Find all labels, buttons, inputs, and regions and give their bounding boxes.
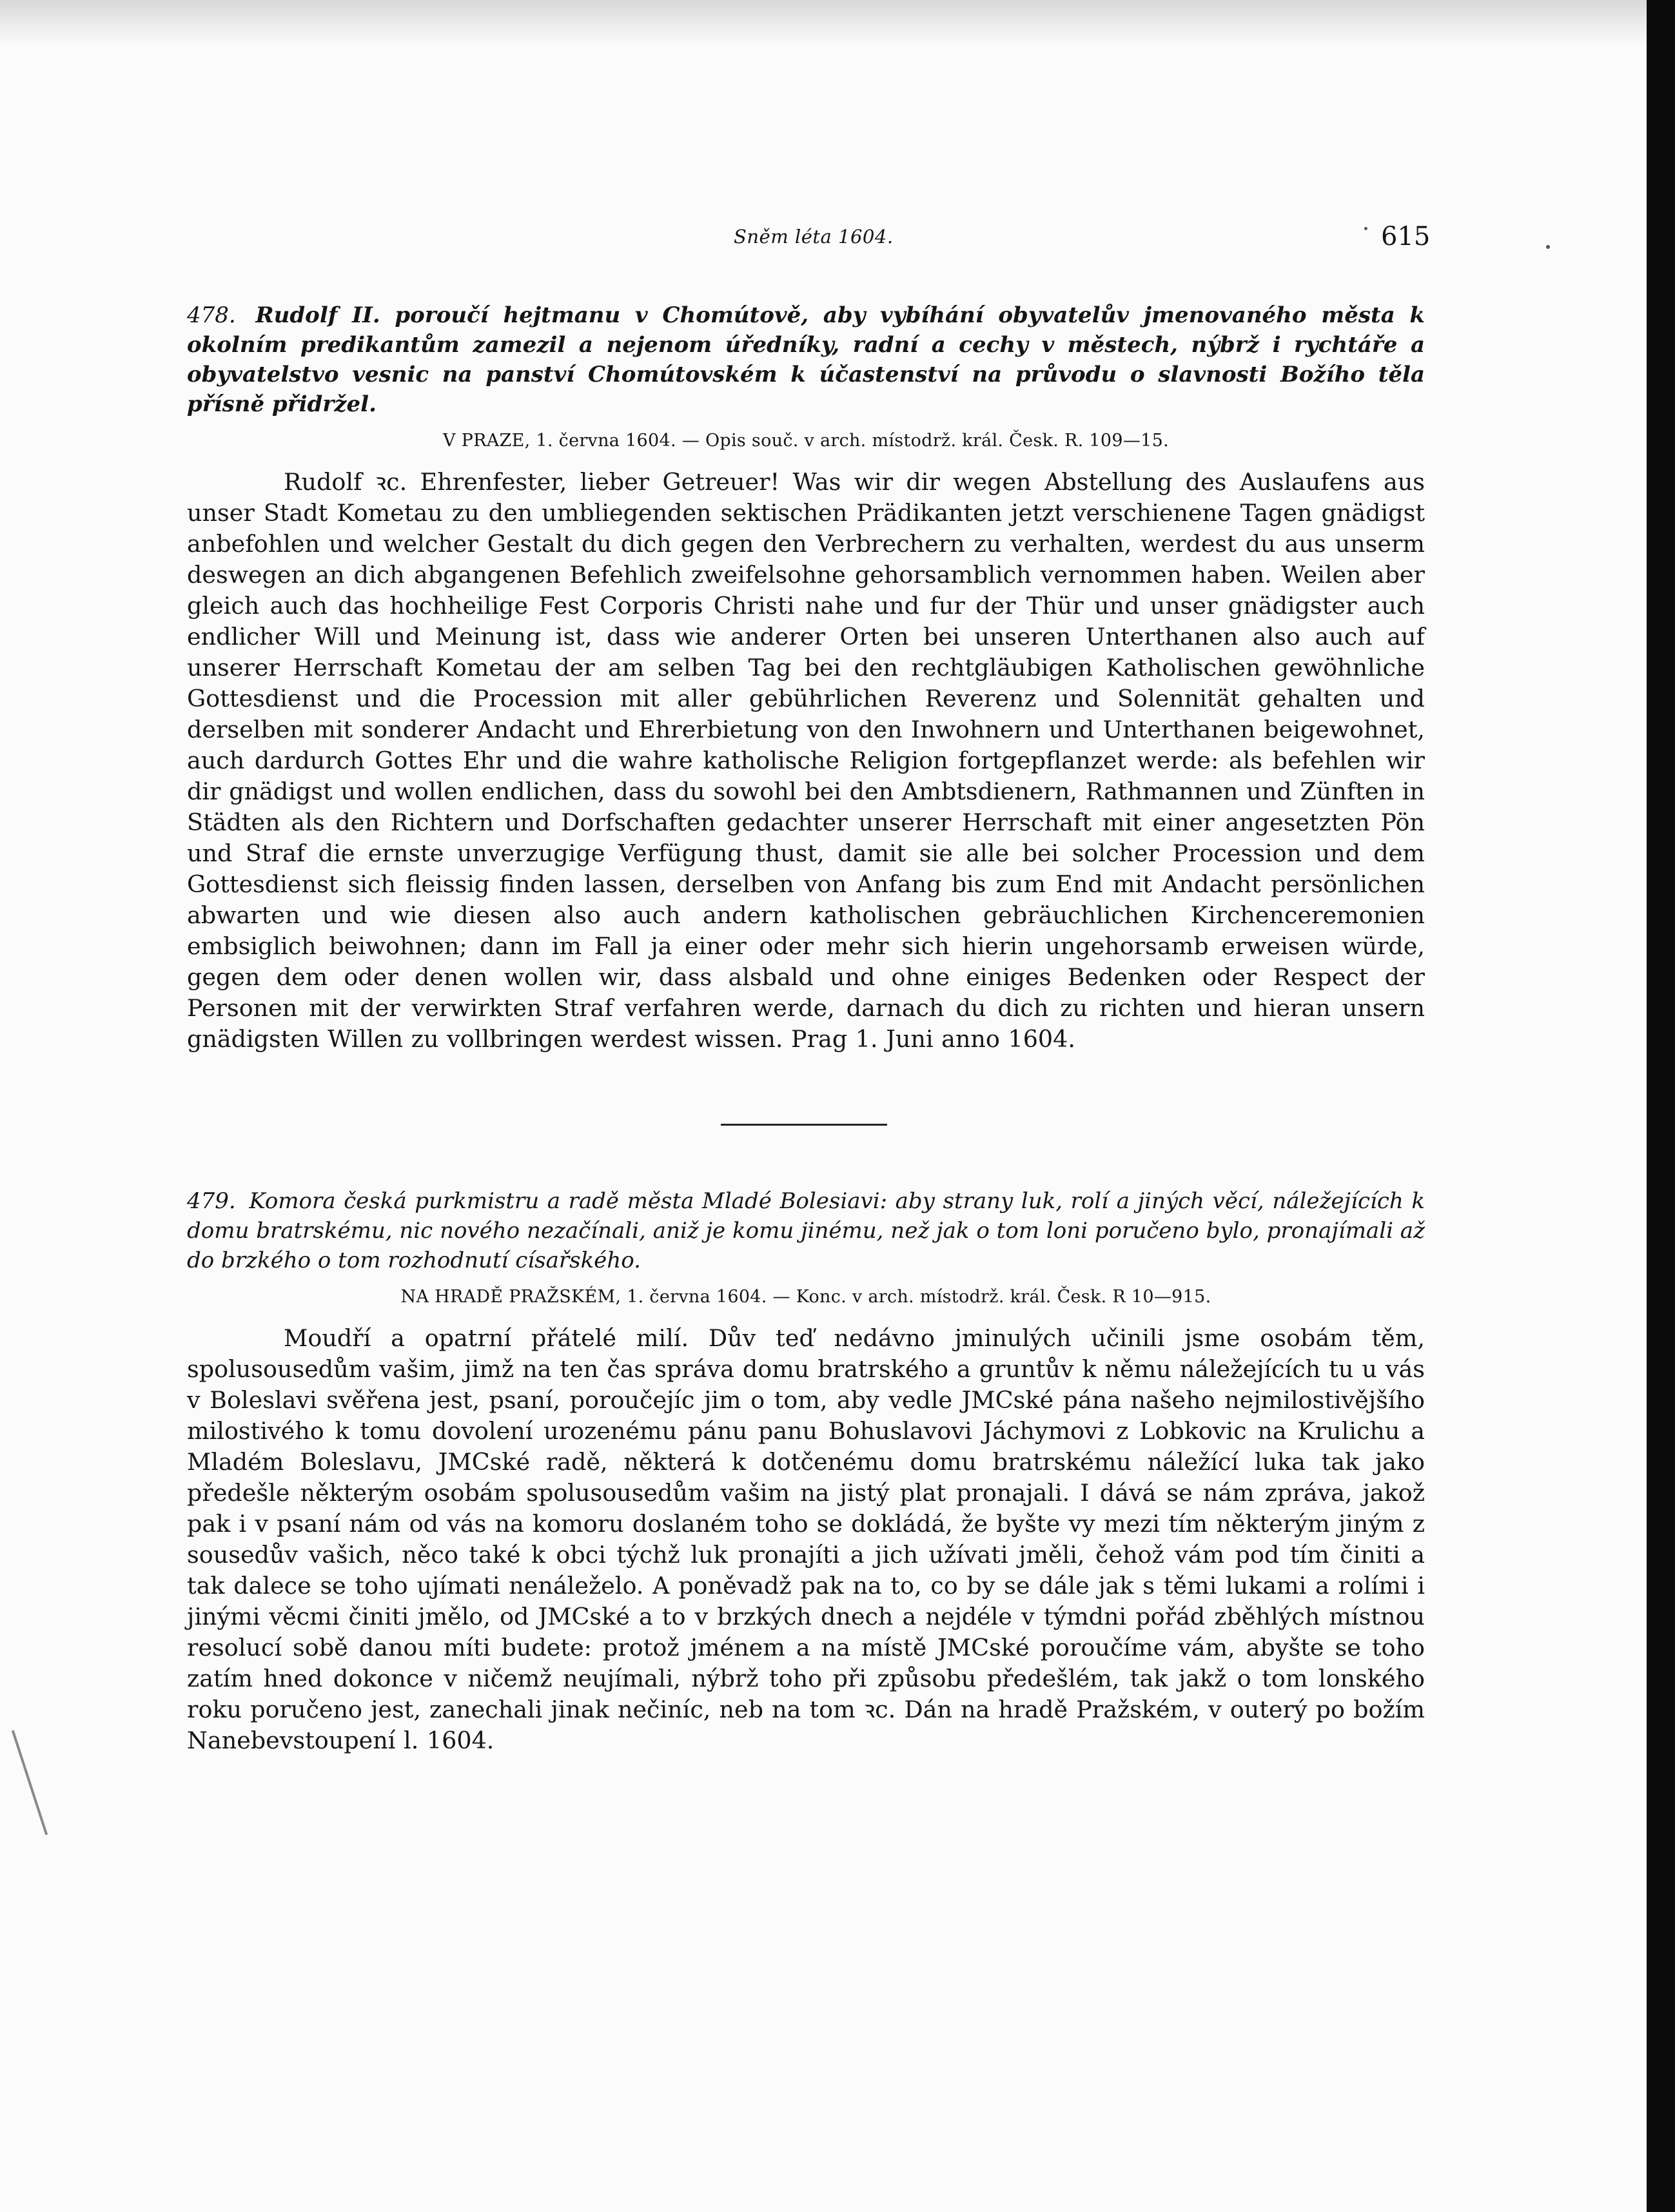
running-head — [0, 222, 1675, 260]
running-title: Sněm léta 1604. — [734, 226, 894, 248]
source-citation: NA HRADĚ PRAŽSKÉM, 1. června 1604. — Konc. v arch. místodrž. král. Česk. R 10—915. — [400, 1287, 1211, 1307]
section-heading — [187, 1186, 1425, 1275]
section-heading-text: Rudolf II. poroučí hejtmanu v Chomútově, aby vybíhání obyvatelův jmenovaného města k okolním predikantům zamezil a nejenom úředníky, radní a cechy v městech, nýbrž i rychtáře a obyvatelstvo vesnic na panství Chomútovském k účastenství na průvodu o slavnosti Božího těla přísně přidržel. — [187, 302, 1425, 417]
section-heading — [187, 300, 1425, 419]
section-separator — [721, 1124, 887, 1126]
page-number: 615 — [1381, 222, 1431, 251]
section-body: Moudří a opatrní přátelé milí. Dův teď nedávno jminulých učinili jsme osobám těm, spolusousedům vašim, jimž na ten čas správa domu bratrského a gruntův k němu náležejících tu u vás v Boleslavi svěřena jest, psaní, poroučejíc jim o tom, aby vedle JMCské pána našeho nejmilostivějšího milostivého k tomu dovolení urozenému pánu panu Bohuslavovi Jáchymovi z Lobkovic na Krulichu a Mladém Boleslavu, JMCské radě, některá k dotčenému domu bratrskému náležící luka tak jako předešle některým osobám spolusousedům vašim na jistý plat pronajali. I dává se nám zpráva, jakož pak i v psaní nám od vás na komoru doslaném toho se dokládá, že byšte vy mezi tím některým jiným z sousedův vašich, něco také k obci týchž luk pronajíti a jich užívati jměli, čehož vám pod tím činiti a tak dalece se toho ujímati nenáleželo. A poněvadž pak na to, co by se dále jak s těmi lukami a rolími i jinými věcmi činiti jmělo, od JMCské a to v brzkých dnech a nejdéle v týmdni pořád zběhlých místnou resolucí sobě danou míti budete: protož jménem a na místě JMCské poroučíme vám, abyšte se toho zatím hned dokonce v ničemž neujímali, nýbrž toho při způsobu předešlém, tak jakž o tom lonského roku poručeno jest, zanechali jinak nečiníc, neb na tom ꝛc. Dán na hradě Pražském, v outerý po božím Nanebevstoupení l. 1604. — [187, 1324, 1425, 1754]
document-section-478 — [187, 300, 1425, 1055]
document-section-479 — [187, 1186, 1425, 1756]
section-number: 478. — [187, 302, 236, 328]
scan-border-right — [1647, 0, 1675, 2212]
section-body: Rudolf ꝛc. Ehrenfester, lieber Getreuer! Was wir dir wegen Abstellung des Auslaufens aus unser Stadt Kometau zu den umbliegenden sektischen Prädikanten jetzt verschienene Tagen gnädigst anbefohlen und welcher Gestalt du dich gegen den Verbrechern zu verhalten, werdest du aus unserm deswegen an dich abgangenen Befehlich zweifelsohne gehorsamblich vernommen haben. Weilen aber gleich auch das hochheilige Fest Corporis Christi nahe und fur der Thür und unser gnädigster auch endlicher Will und Meinung ist, dass wie anderer Orten bei unseren Unterthanen also auch auf unserer Herrschaft Kometau der am selben Tag bei den rechtgläubigen Katholischen gewöhnliche Gottesdienst und die Procession mit aller gebührlichen Reverenz und Solennität gehalten und derselben mit sonderer Andacht und Ehrerbietung von den Inwohnern und Unterthanen beigewohnet, auch dardurch Gottes Ehr und die wahre katholische Religion fortgepflanzet werde: als befehlen wir dir gnädigst und wollen endlichen, dass du sowohl bei den Ambtsdienern, Rathmannen und Zünften in Städten als den Richtern und Dorfschaften gedachter unserer Herrschaft mit einer angesetzten Pön und Straf die ernste unverzugige Verfügung thust, damit sie alle bei solcher Procession und dem Gottesdienst sich fleissig finden lassen, derselben von Anfang bis zum End mit Andacht persönlichen abwarten und wie diesen also auch andern katholischen gebräuchlichen Kirchenceremonien embsiglich beiwohnen; dann im Fall ja einer oder mehr sich hierin ungehorsamb erweisen würde, gegen dem oder denen wollen wir, dass alsbald und ohne einiges Bedenken oder Respect der Personen mit der verwirkten Straf verfahren werde, darnach du dich zu richten und hieran unsern gnädigsten Willen zu vollbringen werdest wissen. Prag 1. Juni anno 1604. — [187, 468, 1425, 1053]
scan-shadow-top — [0, 0, 1675, 45]
scan-mark — [12, 1730, 48, 1835]
source-citation: V PRAZE, 1. června 1604. — Opis souč. v arch. místodrž. král. Česk. R. 109—15. — [443, 431, 1169, 451]
section-heading-text: Komora česká purkmistru a radě města Mladé Bolesiavi: aby strany luk, rolí a jiných věcí, náležejících k domu bratrskému, nic nového nezačínali, aniž je komu jinému, než jak o tom loni poručeno bylo, pronajímali až do brzkého o tom rozhodnutí císařského. — [187, 1188, 1425, 1273]
section-number: 479. — [187, 1188, 236, 1214]
